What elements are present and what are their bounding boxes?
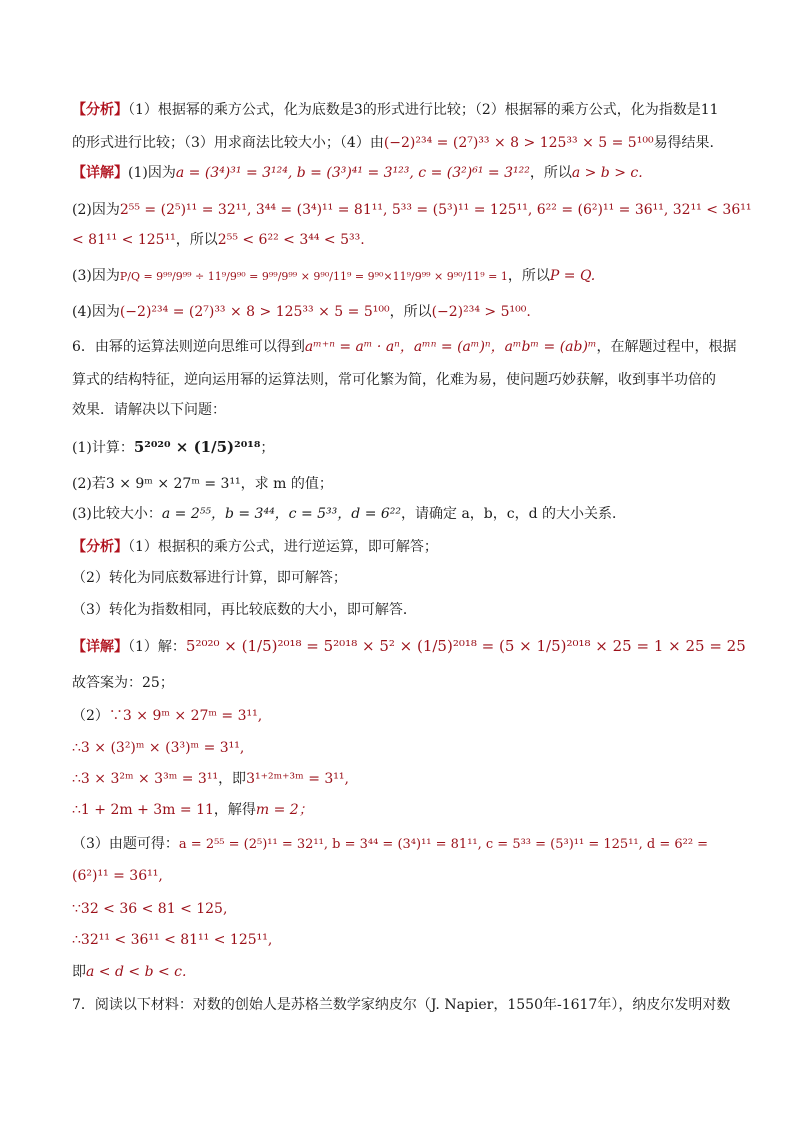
step-text: ，所以 bbox=[389, 304, 432, 320]
math-expression: P/Q = 9⁹⁹/9⁹⁹ ÷ 11⁹/9⁹⁰ = 9⁹⁹/9⁹⁹ × 9⁹⁰/11⁹ = 9⁹⁰×11⁹/9⁹⁹ × 9⁹⁰/11⁹ = 1 bbox=[119, 270, 508, 283]
q6-analysis-line-3: （3）转化为指数相同，再比较底数的大小，即可解答． bbox=[72, 602, 417, 618]
analysis-text: 的形式进行比较；（3）用求商法比较大小；（4）由 bbox=[72, 135, 384, 151]
math-expression: m = 2； bbox=[255, 802, 313, 818]
q5-analysis-line-1 bbox=[72, 100, 734, 120]
question-text: ，在解题过程中，根据 bbox=[596, 339, 737, 355]
math-expression: 3 × 9ᵐ × 27ᵐ = 3¹¹ bbox=[105, 476, 241, 492]
q6-detail-line-5 bbox=[72, 800, 734, 820]
q6-detail-line-10 bbox=[72, 962, 734, 982]
detail-tag: 【详解】 bbox=[72, 639, 128, 655]
step-text: 即 bbox=[72, 964, 86, 980]
math-expression: ∴32¹¹ < 36¹¹ < 81¹¹ < 125¹¹, bbox=[72, 932, 273, 948]
q6-intro-line-3: 效果．请解决以下问题： bbox=[72, 402, 226, 418]
math-expression: (−2)²³⁴ = (2⁷)³³ × 8 > 125³³ × 5 = 5¹⁰⁰ bbox=[119, 304, 390, 320]
math-expression: a > b > c. bbox=[571, 165, 643, 181]
q6-analysis-line-2: （2）转化为同底数幂进行计算，即可解答； bbox=[72, 570, 347, 586]
step-text: ，所以 bbox=[529, 165, 572, 181]
math-expression: a = (3⁴)³¹ = 3¹²⁴, b = (3³)⁴¹ = 3¹²³, c = (3²)⁶¹ = 3¹²² bbox=[175, 165, 530, 181]
q5-detail-line-2 bbox=[72, 200, 752, 220]
math-expression: a < d < b < c. bbox=[86, 964, 187, 980]
step-text: ，解得 bbox=[213, 802, 256, 818]
q5-detail-line-3 bbox=[72, 230, 734, 250]
question-text: (1)计算： bbox=[72, 440, 134, 456]
step-text: (2)因为 bbox=[72, 202, 120, 218]
math-expression: 2⁵⁵ < 6²² < 3⁴⁴ < 5³³. bbox=[217, 232, 365, 248]
math-expression: a = 2⁵⁵ = (2⁵)¹¹ = 32¹¹, b = 3⁴⁴ = (3⁴)¹¹ = 81¹¹, c = 5³³ = (5³)¹¹ = 125¹¹, d = 6²² = bbox=[178, 837, 709, 852]
q6-part-1 bbox=[72, 437, 734, 458]
q5-detail-line-4 bbox=[72, 266, 734, 287]
math-expression: (−2)²³⁴ > 5¹⁰⁰. bbox=[431, 304, 531, 320]
step-text: ，所以 bbox=[507, 268, 550, 284]
math-expression: ∵3 × 9ᵐ × 27ᵐ = 3¹¹, bbox=[108, 708, 263, 724]
q5-analysis-line-2 bbox=[72, 133, 734, 153]
detail-tag: 【详解】 bbox=[72, 165, 128, 181]
math-expression: ∴3 × (3²)ᵐ × (3³)ᵐ = 3¹¹, bbox=[72, 740, 245, 756]
q6-analysis-line-1 bbox=[72, 537, 734, 557]
math-expression: 5²⁰²⁰ × (1/5)²⁰¹⁸ bbox=[133, 438, 261, 456]
question-text: 6．由幂的运算法则逆向思维可以得到 bbox=[72, 339, 305, 355]
q7-intro: 7．阅读以下材料：对数的创始人是苏格兰数学家纳皮尔（J. Napier，1550年-1617年），纳皮尔发明对数 bbox=[72, 997, 731, 1013]
analysis-text: （1）根据幂的乘方公式，化为底数是3的形式进行比较；（2）根据幂的乘方公式，化为指数是11 bbox=[128, 102, 719, 118]
math-expression: 5²⁰²⁰ × (1/5)²⁰¹⁸ = 5²⁰¹⁸ × 5² × (1/5)²⁰¹⁸ = (5 × 1/5)²⁰¹⁸ × 25 = 1 × 25 = 25 bbox=[185, 637, 746, 655]
q6-detail-line-6 bbox=[72, 834, 734, 855]
q6-detail-line-8 bbox=[72, 899, 734, 919]
q6-detail-line-2 bbox=[72, 706, 734, 726]
step-text: (1)因为 bbox=[128, 165, 176, 181]
math-expression: (6²)¹¹ = 36¹¹, bbox=[72, 868, 163, 884]
math-expression: aᵐ⁺ⁿ = aᵐ · aⁿ，aᵐⁿ = (aᵐ)ⁿ，aᵐbᵐ = (ab)ᵐ bbox=[304, 339, 597, 355]
question-text: (2)若 bbox=[72, 476, 106, 492]
math-expression: 2⁵⁵ = (2⁵)¹¹ = 32¹¹, 3⁴⁴ = (3⁴)¹¹ = 81¹¹, 5³³ = (5³)¹¹ = 125¹¹, 6²² = (6²)¹¹ = 36¹¹, 32¹¹ < 36¹¹ bbox=[119, 202, 752, 218]
step-text: ，即 bbox=[218, 771, 247, 787]
math-expression: ∵32 < 36 < 81 < 125, bbox=[72, 901, 228, 917]
q6-detail-line-9 bbox=[72, 930, 734, 950]
analysis-text: （1）根据积的乘方公式，进行逆运算，即可解答； bbox=[128, 539, 438, 555]
math-expression: a = 2⁵⁵，b = 3⁴⁴，c = 5³³，d = 6²² bbox=[161, 506, 402, 522]
q6-detail-line-4 bbox=[72, 769, 734, 789]
question-text: ； bbox=[260, 440, 275, 456]
math-expression: 3¹⁺²ᵐ⁺³ᵐ = 3¹¹, bbox=[246, 771, 349, 787]
analysis-text: 易得结果. bbox=[653, 135, 715, 151]
step-text: (3)因为 bbox=[72, 268, 120, 284]
q6-intro-line-1 bbox=[72, 337, 737, 357]
step-text: （1）解： bbox=[128, 639, 186, 655]
q5-detail-line-5 bbox=[72, 302, 734, 322]
math-expression: ∴3 × 3²ᵐ × 3³ᵐ = 3¹¹ bbox=[72, 771, 219, 787]
q6-detail-line-7 bbox=[72, 866, 734, 886]
question-text: (3)比较大小： bbox=[72, 506, 162, 522]
math-expression: (−2)²³⁴ = (2⁷)³³ × 8 > 125³³ × 5 = 5¹⁰⁰ bbox=[383, 135, 654, 151]
question-text: ，求 m 的值； bbox=[240, 476, 333, 492]
q6-part-2 bbox=[72, 474, 734, 494]
math-expression: < 81¹¹ < 125¹¹ bbox=[72, 232, 176, 248]
step-text: （3）由题可得： bbox=[72, 836, 179, 852]
question-text: ，请确定 a，b，c，d 的大小关系． bbox=[401, 506, 627, 522]
q5-detail-line-1 bbox=[72, 163, 734, 183]
analysis-tag: 【分析】 bbox=[72, 539, 128, 555]
step-text: ，所以 bbox=[175, 232, 218, 248]
math-expression: ∴1 + 2m + 3m = 11 bbox=[72, 802, 214, 818]
q6-part-3 bbox=[72, 504, 734, 524]
step-text: （2） bbox=[72, 708, 109, 724]
q6-detail-line-1 bbox=[72, 636, 746, 657]
math-expression: P = Q. bbox=[549, 268, 596, 284]
q6-intro-line-2: 算式的结构特征，逆向运用幂的运算法则，常可化繁为简，化难为易，使问题巧妙获解，收到事半功倍的 bbox=[72, 372, 716, 388]
q6-detail-line-3 bbox=[72, 738, 734, 758]
analysis-tag: 【分析】 bbox=[72, 102, 128, 118]
step-text: (4)因为 bbox=[72, 304, 120, 320]
q6-answer: 故答案为：25； bbox=[72, 675, 174, 691]
